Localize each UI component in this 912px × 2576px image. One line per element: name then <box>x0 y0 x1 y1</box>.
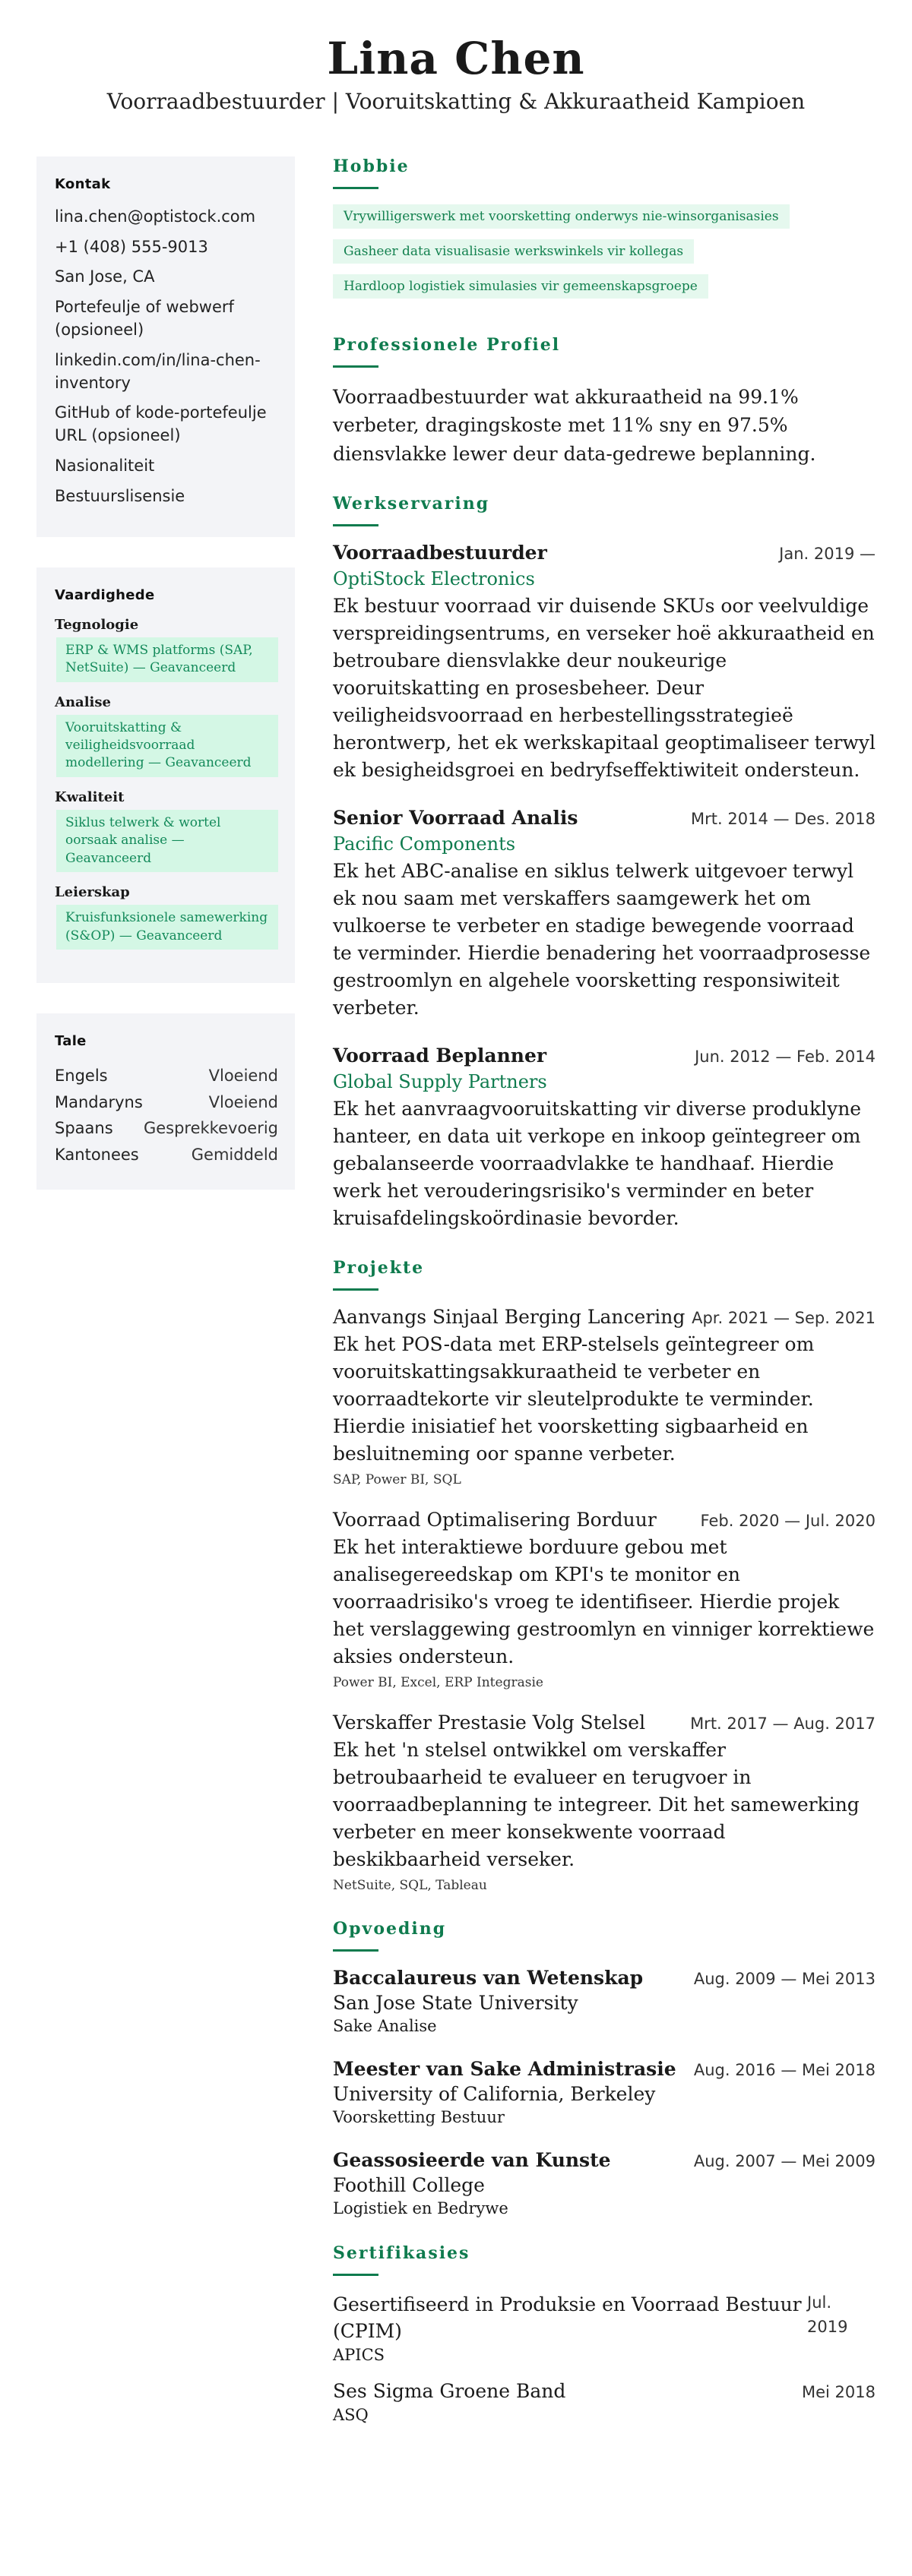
job-description: Ek bestuur voorraad vir duisende SKUs oor veelvuldige verspreidingsentrums, en verseker hoë akkuraatheid en betroubare diensvlakke deur noukeurige vooruitskatting en prosesbeheer. Deur veiligheidsvoorraad en herbestellingsstrategieë herontwerp, het ek werkskapitaal geoptimaliseer terwyl ek besigheidsgroei en bedryfseffektiwiteit ondersteun. <box>333 595 876 782</box>
contact-license: Bestuurslisensie <box>55 486 185 505</box>
job-title: Voorraadbestuurder <box>333 542 547 564</box>
education-degree: Meester van Sake Administrasie <box>333 2058 676 2081</box>
section-divider <box>333 2274 378 2276</box>
skill-item: Kruisfunksionele samewerking (S&OP) — Geavanceerd <box>56 905 278 950</box>
job-company: Pacific Components <box>333 833 516 855</box>
education-field: Sake Analise <box>333 2017 437 2036</box>
language-level: Gesprekkevoerig <box>143 1119 278 1138</box>
project-date: Apr. 2021 — Sep. 2021 <box>692 1309 876 1328</box>
section-divider <box>333 1288 378 1291</box>
job-description: Ek het aanvraagvooruitskatting vir diverse produklyne hanteer, en data uit verkope en inkoop geïntegreer om gebalanseerde voorraadvlakke te handhaaf. Hierdie werk het verouderingsrisiko's verminder en beter kruisafdelingskoördinasie bevorder. <box>333 1098 862 1230</box>
section-divider <box>333 524 378 526</box>
skill-group <box>55 617 278 682</box>
education-entry <box>333 1967 876 2035</box>
project-tech: Power BI, Excel, ERP Integrasie <box>333 1675 543 1691</box>
project-title: Voorraad Optimalisering Borduur <box>333 1509 657 1531</box>
certification-entry <box>333 2291 876 2364</box>
language-row <box>55 1063 278 1089</box>
contact-nationality: Nasionaliteit <box>55 457 155 475</box>
main-content <box>333 156 876 2451</box>
certifications-section <box>333 2243 876 2424</box>
job-entry <box>333 807 876 1022</box>
job-date: Jun. 2012 — Feb. 2014 <box>695 1048 876 1067</box>
hobbies-section <box>333 156 876 309</box>
section-divider <box>333 187 378 189</box>
certification-title: Ses Sigma Groene Band <box>333 2380 566 2403</box>
project-tech: SAP, Power BI, SQL <box>333 1472 461 1488</box>
contact-linkedin[interactable]: linkedin.com/in/lina-chen-inventory <box>55 350 261 392</box>
job-company: OptiStock Electronics <box>333 568 535 590</box>
skill-item: Siklus telwerk & wortel oorsaak analise — Geavanceerd <box>56 810 278 872</box>
skill-group-title: Tegnologie <box>55 616 139 633</box>
contact-email[interactable]: lina.chen@optistock.com <box>55 207 256 226</box>
language-name: Engels <box>55 1067 108 1086</box>
job-date: Jan. 2019 — <box>779 545 876 564</box>
certification-entry <box>333 2378 876 2424</box>
skill-group-title: Analise <box>55 694 111 710</box>
project-description: Ek het POS-data met ERP-stelsels geïntegreer om vooruitskattingsakkuraatheid te verbeter en voorraadtekorte vir sleutelprodukte te verminder. Hierdie inisiatief het voorsketting sigbaarheid en besluitneming oor spanne verbeter. <box>333 1333 815 1465</box>
contact-location: San Jose, CA <box>55 267 155 286</box>
language-level: Vloeiend <box>208 1092 278 1111</box>
language-level: Vloeiend <box>208 1067 278 1086</box>
contact-portfolio[interactable]: Portefeulje of webwerf (opsioneel) <box>55 298 234 339</box>
certification-org: ASQ <box>333 2406 369 2425</box>
project-entry <box>333 1712 876 1893</box>
skill-group <box>55 694 278 777</box>
education-field: Logistiek en Bedrywe <box>333 2199 508 2218</box>
project-description: Ek het 'n stelsel ontwikkel om verskaffer betroubaarheid te evalueer en terugvoer in voorraadbeplanning te integreer. Dit het samewerking verbeter en meer konsekwente voorraad beskikbaarheid verseker. <box>333 1739 860 1871</box>
job-entry <box>333 1045 876 1232</box>
certification-date: Mei 2018 <box>802 2383 876 2402</box>
project-description: Ek het interaktiewe borduure gebou met analisegereedskap om KPI's te monitor en voorraadrisiko's vroeg te identifiseer. Hierdie projek het verslaggewing gestroomlyn en vinniger korrektiewe aksies ondersteun. <box>333 1536 875 1668</box>
contact-card <box>36 156 295 537</box>
job-title: Senior Voorraad Analis <box>333 807 578 830</box>
education-date: Aug. 2007 — Mei 2009 <box>693 2152 876 2171</box>
language-name: Mandaryns <box>55 1092 143 1111</box>
education-entry <box>333 2058 876 2126</box>
language-name: Spaans <box>55 1119 113 1138</box>
education-degree: Baccalaureus van Wetenskap <box>333 1967 644 1990</box>
project-date: Feb. 2020 — Jul. 2020 <box>700 1512 876 1531</box>
languages-title: Tale <box>55 1033 87 1050</box>
education-date: Aug. 2009 — Mei 2013 <box>693 1970 876 1989</box>
section-title: Hobbie <box>333 156 410 176</box>
language-name: Kantonees <box>55 1146 139 1165</box>
project-entry <box>333 1509 876 1690</box>
job-title: Voorraad Beplanner <box>333 1045 547 1067</box>
section-title: Professionele Profiel <box>333 334 561 355</box>
profile-section <box>333 335 876 469</box>
education-school: University of California, Berkeley <box>333 2083 656 2106</box>
project-title: Aanvangs Sinjaal Berging Lancering <box>333 1306 686 1329</box>
language-row <box>55 1089 278 1116</box>
skill-item: Vooruitskatting & veiligheidsvoorraad modellering — Geavanceerd <box>56 715 278 777</box>
resume-columns <box>0 114 912 2451</box>
language-row <box>55 1142 278 1168</box>
hobby-tag: Gasheer data visualisasie werkswinkels vir kollegas <box>333 239 694 264</box>
section-divider <box>333 1949 378 1952</box>
project-entry <box>333 1306 876 1487</box>
project-title: Verskaffer Prestasie Volg Stelsel <box>333 1712 646 1734</box>
skills-card <box>36 567 295 984</box>
education-degree: Geassosieerde van Kunste <box>333 2149 611 2172</box>
resume-header <box>0 0 912 114</box>
candidate-name: Lina Chen <box>327 33 585 84</box>
project-tech: NetSuite, SQL, Tableau <box>333 1878 487 1894</box>
education-date: Aug. 2016 — Mei 2018 <box>693 2061 876 2080</box>
hobby-tag: Hardloop logistiek simulasies vir gemeenskapsgroepe <box>333 274 708 299</box>
language-level: Gemiddeld <box>191 1146 278 1165</box>
education-section <box>333 1919 876 2217</box>
certification-org: APICS <box>333 2346 385 2365</box>
skill-group-title: Leierskap <box>55 884 130 901</box>
contact-title: Kontak <box>55 175 111 192</box>
job-date: Mrt. 2014 — Des. 2018 <box>691 810 876 829</box>
candidate-tagline: Voorraadbestuurder | Vooruitskatting & Akkuraatheid Kampioen <box>106 88 806 114</box>
job-entry <box>333 542 876 784</box>
section-title: Sertifikasies <box>333 2243 470 2264</box>
education-field: Voorsketting Bestuur <box>333 2108 505 2127</box>
skills-title: Vaardighede <box>55 586 155 603</box>
languages-card <box>36 1013 295 1190</box>
job-company: Global Supply Partners <box>333 1071 547 1093</box>
section-title: Opvoeding <box>333 1919 447 1939</box>
experience-section <box>333 494 876 1232</box>
skill-item: ERP & WMS platforms (SAP, NetSuite) — Geavanceerd <box>56 637 278 682</box>
certification-title: Gesertifiseerd in Produksie en Voorraad Bestuur (CPIM) <box>333 2293 802 2343</box>
skill-group <box>55 789 278 872</box>
education-entry <box>333 2149 876 2217</box>
skill-group-title: Kwaliteit <box>55 789 125 805</box>
section-divider <box>333 365 378 368</box>
section-title: Werkservaring <box>333 494 490 514</box>
sidebar <box>36 156 295 2451</box>
profile-summary: Voorraadbestuurder wat akkuraatheid na 99.1% verbeter, dragingskoste met 11% sny en 97.5% diensvlakke lewer deur data-gedrewe beplanning. <box>333 385 816 465</box>
contact-github[interactable]: GitHub of kode-portefeulje URL (opsioneel) <box>55 403 267 445</box>
hobby-tag: Vrywilligerswerk met voorsketting onderwys nie-winsorganisasies <box>333 204 790 229</box>
language-row <box>55 1115 278 1142</box>
certification-date: Jul. 2019 <box>807 2293 848 2336</box>
section-title: Projekte <box>333 1258 425 1279</box>
education-school: Foothill College <box>333 2174 485 2197</box>
job-description: Ek het ABC-analise en siklus telwerk uitgevoer terwyl ek nou saam met verskaffers saamgewerk het om vulkoerse te verbeter en stadige bewegende voorraad te verminder. Hierdie benadering het voorraadprosesse gestroomlyn en algehele voorsketting responsiwiteit verbeter. <box>333 860 871 1019</box>
skill-group <box>55 884 278 950</box>
education-school: San Jose State University <box>333 1992 578 2015</box>
contact-phone[interactable]: +1 (408) 555-9013 <box>55 237 208 256</box>
project-date: Mrt. 2017 — Aug. 2017 <box>690 1715 876 1734</box>
projects-section <box>333 1258 876 1893</box>
